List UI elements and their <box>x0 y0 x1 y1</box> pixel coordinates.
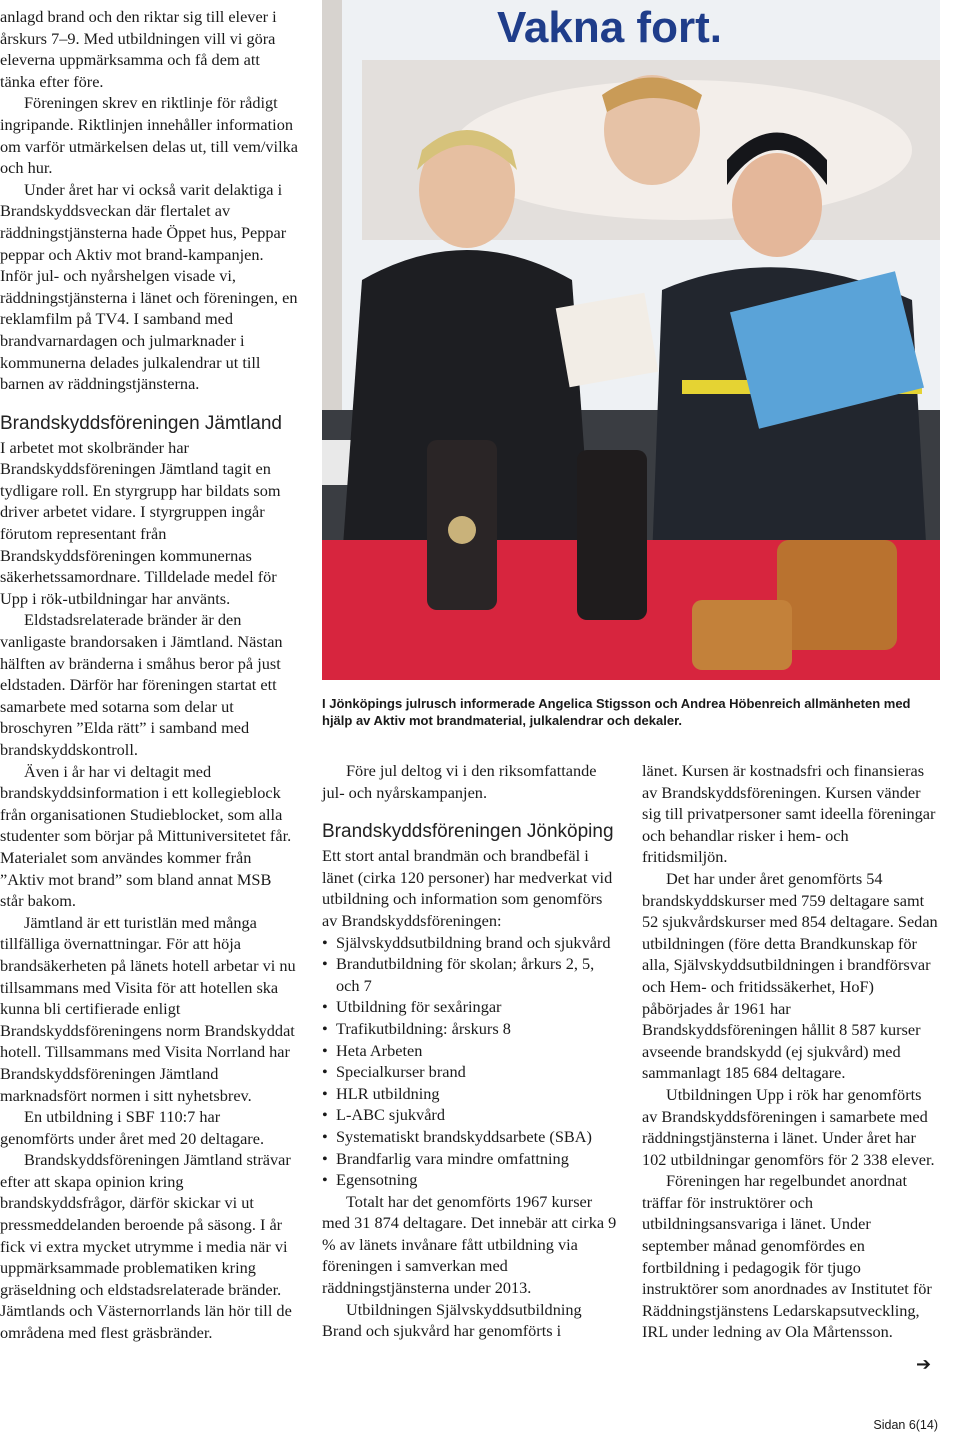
paragraph: Föreningen skrev en riktlinje för rådigt ingripande. Riktlinjen innehåller information om varför utmärkelsen delas ut, till vem/vilka och hur. <box>0 93 298 178</box>
paragraph: Utbildningen Självskyddsutbildning Brand och sjukvård har genomförts i <box>322 1299 582 1341</box>
list-item: • Trafikutbildning: årskurs 8 <box>322 1018 618 1040</box>
list-item: • Brandutbildning för skolan; årkurs 2, 5, och 7 <box>322 953 618 996</box>
paragraph: I arbetet mot skolbränder har Brandskyddsföreningen Jämtland tagit en tydligare roll. En styrgrupp har bildats som driver arbetet vidare. I styrgruppen ingår förutom representant från Brandskyddsföreningen kommunernas säkerhetssamordnare. Tilldelade medel för Upp i rök-utbildningar har använts. <box>0 437 281 608</box>
paragraph: Ett stort antal brandmän och brandbefäl i länet (cirka 120 personer) har medverkat vid utbildning och information som genomförs av Brandskyddsföreningen: <box>322 846 613 930</box>
poster-text: Vakna fort. <box>497 3 722 52</box>
list-item: • Specialkurser brand <box>322 1061 618 1083</box>
paragraph: Före jul deltog vi i den riksomfattande jul- och nyårskampanjen. <box>322 761 597 802</box>
arrow-right-icon: ➔ <box>916 1354 932 1375</box>
list-item: • Egensotning <box>322 1169 618 1191</box>
list-item: • Brandfarlig vara mindre omfattning <box>322 1148 618 1170</box>
column-right <box>642 760 938 1343</box>
list-item: • Utbildning för sexåringar <box>322 996 618 1018</box>
paragraph: En utbildning i SBF 110:7 har genomförts under året med 20 deltagare. <box>0 1107 265 1148</box>
section-heading-jamtland: Brandskyddsföreningen Jämtland <box>0 412 283 434</box>
paragraph: Eldstadsrelaterade bränder är den vanligaste brandorsaken i Jämtland. Nästan hälften av bränderna i småhus beror på just eldstaden. Därför har föreningen startat ett samarbete med sotarna som delar ut broschyren ”Elda rätt” i samband med brandskyddskontroll. <box>0 610 283 759</box>
list-item: • Självskyddsutbildning brand och sjukvård <box>322 932 618 954</box>
paragraph: Jämtland är ett turistlän med många tillfälliga övernattningar. För att höja brandsäkerheten på länets hotell arbetar vi nu tillsammans med Visita för att hotellen ska kunna bli certifierade enligt Brandskyddsföreningens norm Brandskyddat hotell. Tillsammans med Visita Norrland har Brandskyddsföreningen Jämtland marknadsfört normen i sitt nyhetsbrev. <box>0 912 296 1105</box>
paragraph: Det har under året genomförts 54 brandskyddskurser med 759 deltagare samt 52 sjukvårdskurser med 854 deltagare. Sedan utbildningen (före detta Brandkunskap för alla, Självskyddsutbildningen i brandförsvar och Hem- och fritidssäkerhet, HoF) påbörjades år 1961 har Brandskyddsföreningen hållit 8 587 kurser avseende brandskydd (ej sjukvård) med sammanlagt 185 684 deltagare. <box>642 868 938 1083</box>
photo-caption: I Jönköpings julrusch informerade Angelica Stigsson och Andrea Höbenreich allmänheten med hjälp av Aktiv mot brandmaterial, julkalendrar och dekaler. <box>322 696 911 728</box>
column-middle <box>322 760 618 1342</box>
paragraph: Totalt har det genomförts 1967 kurser med 31 874 deltagare. Det innebär att cirka 9 % av länets invånare fått utbildning via föreningen i samverkan med räddningstjänsterna under 2013. <box>322 1191 617 1298</box>
list-item: • Systematiskt brandskyddsarbete (SBA) <box>322 1126 618 1148</box>
section-heading-jonkoping: Brandskyddsföreningen Jönköping <box>322 821 614 843</box>
list-item: • L-ABC sjukvård <box>322 1104 618 1126</box>
paragraph: länet. Kursen är kostnadsfri och finansieras av Brandskyddsföreningen. Kursen vänder sig till privatpersoner samt ideella föreningar och behandlar risker i hem- och fritidsmiljön. <box>642 761 936 867</box>
column-left <box>0 6 298 1344</box>
list-item: • HLR utbildning <box>322 1083 618 1105</box>
list-item: • Heta Arbeten <box>322 1040 618 1062</box>
paragraph: Även i år har vi deltagit med brandskyddsinformation i ett kollegieblock från organisationen Studieblocket, som alla studenter som börjar på Mittuniversitetet får. Materialet som användes kommer från ”Aktiv mot brand” som bland annat MSB står bakom. <box>0 761 292 911</box>
paragraph: Föreningen har regelbundet anordnat träffar för instruktörer och utbildningsansvariga i länet. Under september månad genomfördes en fortbildning i pedagogik för tjugo instruktörer som anordnades av Institutet för Räddningstjänstens Ledarskapsutveckling, IRL under ledning av Ola Mårtensson. <box>642 1171 932 1342</box>
event-photo <box>322 0 940 680</box>
course-list <box>322 932 618 1191</box>
paragraph: Brandskyddsföreningen Jämtland strävar efter att skapa opinion kring brandskyddsfrågor, därför skickar vi ut pressmeddelanden beroende på säsong. I år fick vi extra mycket utrymme i media när vi uppmärksammade problematiken kring gräseldning och eldstadsrelaterade bränder. Jämtlands och Västernorrlands län hör till de områdena med flest gräsbränder. <box>0 1150 292 1343</box>
paragraph: anlagd brand och den riktar sig till elever i årskurs 7–9. Med utbildningen vill vi göra eleverna uppmärksamma och få dem att tänka efter före. <box>0 7 277 91</box>
page-number: Sidan 6(14) <box>873 1418 938 1432</box>
paragraph: Under året har vi också varit delaktiga i Brandskyddsveckan där flertalet av räddningstjänsterna hade Öppet hus, Peppar peppar och Aktiv mot brand-kampanjen. Inför jul- och nyårshelgen visade vi, räddningstjänsterna i länet och föreningen, en reklamfilm på TV4. I samband med brandvarnardagen och julmarknader i kommunerna delades julkalendrar ut till barnen av räddningstjänsterna. <box>0 179 298 394</box>
paragraph: Utbildningen Upp i rök har genomförts av Brandskyddsföreningen i samarbete med räddningstjänsterna i länet. Under året har 102 utbildningar genomförs för 2 338 elever. <box>642 1084 935 1169</box>
